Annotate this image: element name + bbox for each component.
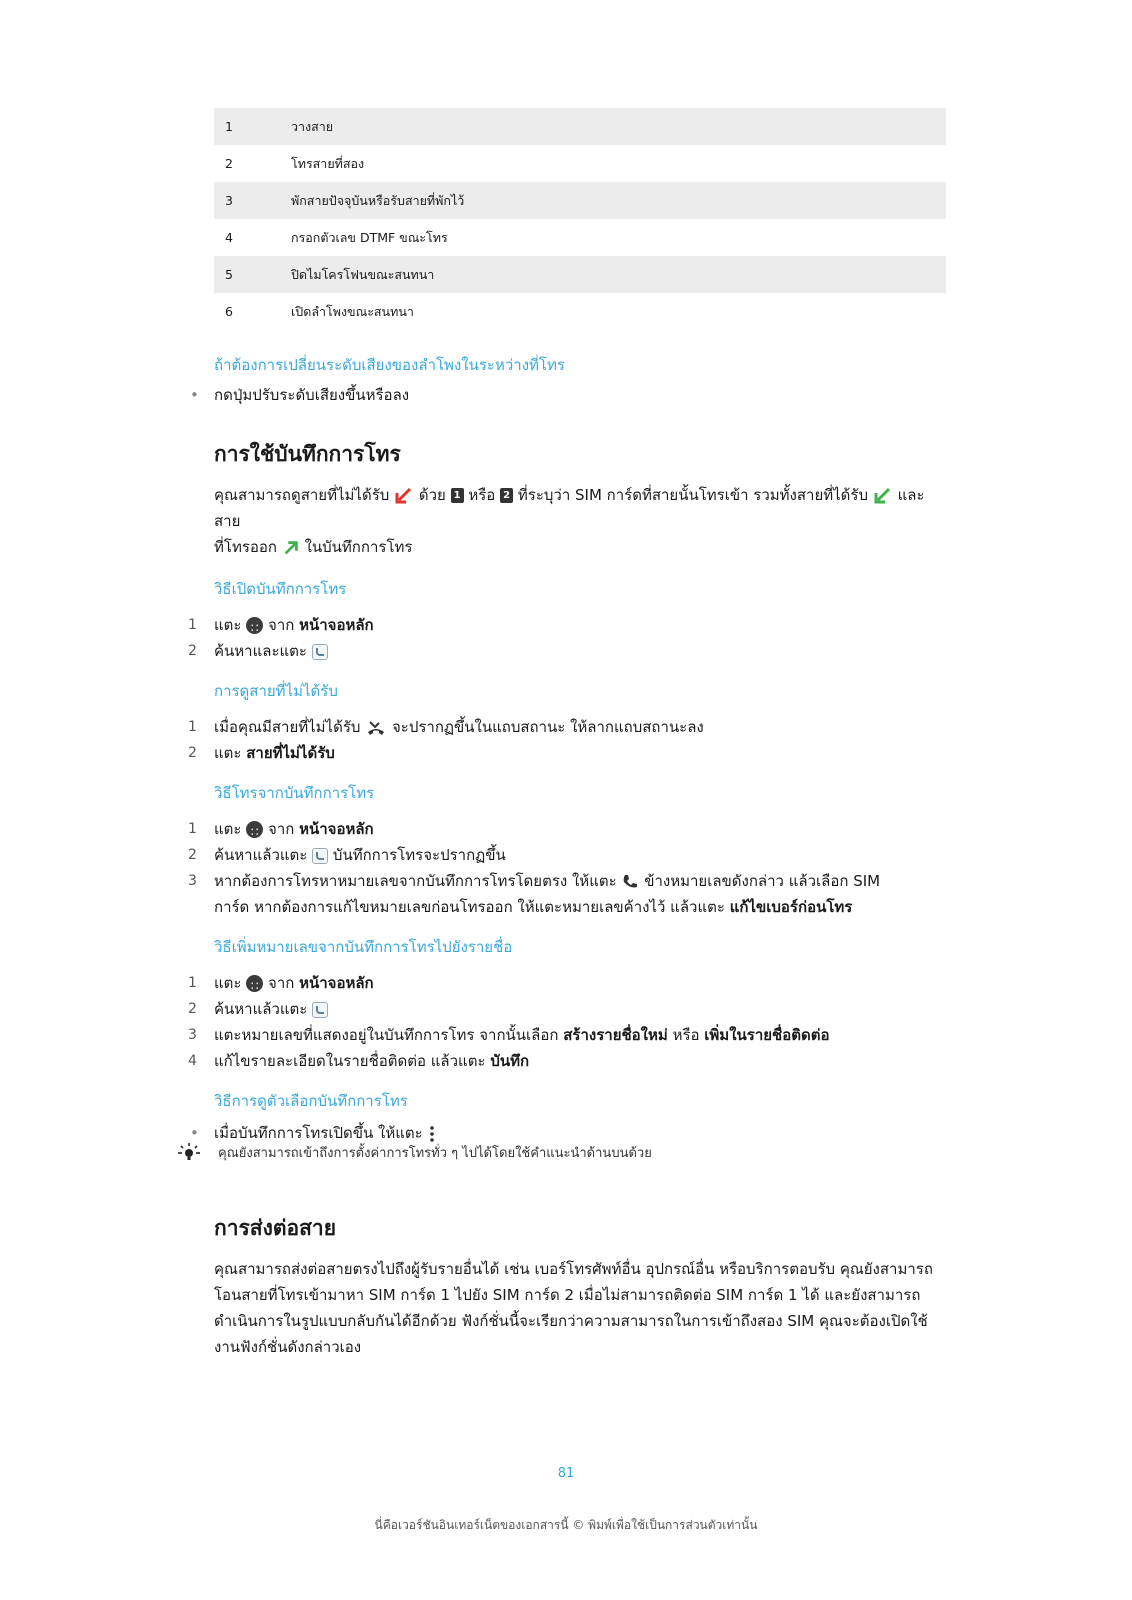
step-bold: หน้าจอหลัก <box>299 616 374 634</box>
bullet-icon: • <box>190 1124 199 1142</box>
tip-text: คุณยังสามารถเข้าถึงการตั้งค่าการโทรทั่ว ๆ ไปได้โดยใช้คำแนะนำด้านบนด้วย <box>218 1146 652 1161</box>
body-line: ดำเนินการในรูปแบบกลับกันได้อีกด้วย ฟังก์ชั่นนี้จะเรียกว่าความสามารถในการเข้าถึงสอง SIM คุณจะต้องเปิดใช้ <box>214 1312 928 1330</box>
intro-text: ที่ระบุว่า SIM การ์ดที่สายนั้นโทรเข้า รวมทั้งสายที่ได้รับ <box>517 486 869 504</box>
legend-text: พักสายปัจจุบันหรือรับสายที่พักไว้ <box>291 182 946 219</box>
step-bold: สายที่ไม่ได้รับ <box>246 744 335 762</box>
list-item <box>188 1022 946 1048</box>
intro-text: ด้วย <box>418 486 446 504</box>
lightbulb-icon <box>178 1142 200 1164</box>
list-item <box>188 638 946 664</box>
step-number: 1 <box>188 617 197 633</box>
table-row <box>214 256 946 293</box>
step-number: 1 <box>188 719 197 735</box>
forward-title: การส่งต่อสาย <box>214 1216 337 1240</box>
sim2-icon: 2 <box>500 488 513 503</box>
step-text: แก้ไขรายละเอียดในรายชื่อติดต่อ แล้วแตะ <box>214 1052 486 1070</box>
legend-number: 4 <box>225 230 233 245</box>
table-row <box>214 145 946 182</box>
step-text: จาก <box>268 616 295 634</box>
step-number: 1 <box>188 821 197 837</box>
missed-call-status-icon <box>365 719 387 737</box>
legend-number: 3 <box>214 182 291 219</box>
list-item <box>188 612 946 638</box>
list-item <box>188 1048 946 1074</box>
step-text: แตะ <box>214 974 242 992</box>
step-text: จะปรากฏขึ้นในแถบสถานะ ให้ลากแถบสถานะลง <box>391 718 704 736</box>
body-line: โอนสายที่โทรเข้ามาหา SIM การ์ด 1 ไปยัง SIM การ์ด 2 เมื่อไม่สามารถติดต่อ SIM การ์ด 1 ได้ และยังสามารถ <box>214 1286 921 1304</box>
step-text: ข้างหมายเลขดังกล่าว แล้วเลือก SIM <box>644 872 881 890</box>
legend-number: 2 <box>225 156 233 171</box>
list-item <box>188 740 946 766</box>
list-item <box>188 816 946 842</box>
intro-text: ในบันทึกการโทร <box>304 538 413 556</box>
volume-bullet-text: กดปุ่มปรับระดับเสียงขึ้นหรือลง <box>214 386 410 404</box>
phone-app-icon <box>312 1002 328 1018</box>
step-number: 2 <box>188 847 197 863</box>
step-number: 2 <box>188 745 197 761</box>
step-bold: สร้างรายชื่อใหม่ <box>563 1026 668 1044</box>
step-text: หากต้องการโทรหาหมายเลขจากบันทึกการโทรโดยตรง ให้แตะ <box>214 872 617 890</box>
legend-text: เปิดลำโพงขณะสนทนา <box>291 303 414 319</box>
legend-text: โทรสายที่สอง <box>291 155 365 171</box>
list-item <box>188 714 946 740</box>
step-text: บันทึกการโทรจะปรากฏขึ้น <box>332 846 506 864</box>
list-item <box>188 842 946 868</box>
forwarding-section <box>214 1214 954 1360</box>
bullet-text: เมื่อบันทึกการโทรเปิดขึ้น ให้แตะ <box>214 1124 423 1142</box>
list-item <box>190 382 946 408</box>
legend-number: 6 <box>225 304 233 319</box>
legend-text: กรอกตัวเลข DTMF ขณะโทร <box>291 229 448 245</box>
list-item <box>188 970 946 996</box>
open-calllog-heading: วิธีเปิดบันทึกการโทร <box>214 580 347 598</box>
missed-calls-heading: การดูสายที่ไม่ได้รับ <box>214 682 338 700</box>
footer-note: นี่คือเวอร์ชันอินเทอร์เน็ตของเอกสารนี้ © พิมพ์เพื่อใช้เป็นการส่วนตัวเท่านั้น <box>374 1518 758 1532</box>
table-row <box>214 108 946 145</box>
body-line: งานฟังก์ชั่นดังกล่าวเอง <box>214 1338 362 1356</box>
intro-text: และสาย <box>214 486 925 530</box>
list-item <box>188 996 946 1022</box>
call-from-log-heading: วิธีโทรจากบันทึกการโทร <box>214 784 375 802</box>
step-bold: แก้ไขเบอร์ก่อนโทร <box>729 898 853 916</box>
legend-number: 5 <box>214 256 291 293</box>
list-item <box>188 868 946 920</box>
apps-grid-icon <box>246 821 263 838</box>
list-item <box>190 1120 946 1146</box>
missed-call-icon <box>394 486 414 506</box>
table-row <box>214 219 946 256</box>
phone-app-icon <box>312 644 328 660</box>
phone-app-icon <box>312 848 328 864</box>
step-number: 1 <box>188 975 197 991</box>
body-line: คุณสามารถส่งต่อสายตรงไปถึงผู้รับรายอื่นได้ เช่น เบอร์โทรศัพท์อื่น อุปกรณ์อื่น หรือบริการตอบรับ คุณยังสามารถ <box>214 1260 933 1278</box>
apps-grid-icon <box>246 617 263 634</box>
step-bold: หน้าจอหลัก <box>299 820 374 838</box>
step-bold: เพิ่มในรายชื่อติดต่อ <box>704 1026 830 1044</box>
intro-text: คุณสามารถดูสายที่ไม่ได้รับ <box>214 486 390 504</box>
intro-text: ที่โทรออก <box>214 538 277 556</box>
step-number: 2 <box>188 1001 197 1017</box>
legend-text: ปิดไมโครโฟนขณะสนทนา <box>291 256 946 293</box>
view-options-heading: วิธีการดูตัวเลือกบันทึกการโทร <box>214 1092 408 1110</box>
table-row <box>214 293 946 330</box>
outgoing-call-icon <box>282 539 300 557</box>
received-call-icon <box>873 486 893 506</box>
volume-heading: ถ้าต้องการเปลี่ยนระดับเสียงของลำโพงในระหว่างที่โทร <box>214 356 565 374</box>
page-number: 81 <box>557 1466 575 1481</box>
step-number: 3 <box>188 873 197 889</box>
step-number: 3 <box>188 1027 197 1043</box>
step-bold: หน้าจอหลัก <box>299 974 374 992</box>
step-text: แตะหมายเลขที่แสดงอยู่ในบันทึกการโทร จากนั้นเลือก <box>214 1026 559 1044</box>
table-row <box>214 182 946 219</box>
page-content <box>188 108 946 1146</box>
apps-grid-icon <box>246 975 263 992</box>
calllog-intro <box>214 482 946 560</box>
add-contact-heading: วิธีเพิ่มหมายเลขจากบันทึกการโทรไปยังรายชื่อ <box>214 938 513 956</box>
step-text: จาก <box>268 974 295 992</box>
step-text: การ์ด หากต้องการแก้ไขหมายเลขก่อนโทรออก ให้แตะหมายเลขค้างไว้ แล้วแตะ <box>214 898 725 916</box>
step-text: เมื่อคุณมีสายที่ไม่ได้รับ <box>214 718 361 736</box>
sim1-icon: 1 <box>451 488 464 503</box>
step-number: 4 <box>188 1053 197 1069</box>
forward-body <box>214 1256 954 1360</box>
legend-number: 1 <box>214 108 291 145</box>
step-text: แตะ <box>214 820 242 838</box>
bullet-icon: • <box>190 386 199 404</box>
step-text: ค้นหาแล้วแตะ <box>214 846 308 864</box>
step-text: แตะ <box>214 744 242 762</box>
step-text: แตะ <box>214 616 242 634</box>
step-text: ค้นหาและแตะ <box>214 642 307 660</box>
legend-text: วางสาย <box>291 108 946 145</box>
step-bold: บันทึก <box>490 1052 530 1070</box>
phone-handset-icon <box>621 873 639 891</box>
calllog-title: การใช้บันทึกการโทร <box>214 442 401 466</box>
call-controls-legend <box>214 108 946 330</box>
intro-text: หรือ <box>468 486 496 504</box>
step-number: 2 <box>188 643 197 659</box>
step-text: หรือ <box>672 1026 700 1044</box>
more-options-icon <box>427 1125 437 1143</box>
step-text: จาก <box>268 820 295 838</box>
step-text: ค้นหาแล้วแตะ <box>214 1000 308 1018</box>
